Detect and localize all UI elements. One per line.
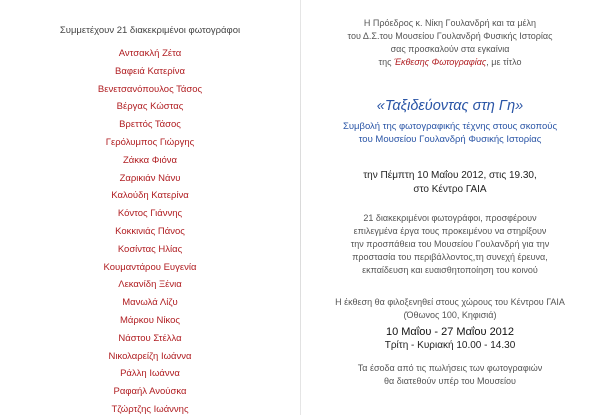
left-panel (0, 0, 300, 415)
photographer-name: Νικολαρείζη Ιωάννα (108, 350, 192, 362)
photographer-name: Ραφαήλ Ανούσκα (113, 386, 187, 398)
intro-line-4-post: , με τίτλο (486, 57, 522, 67)
photographer-name: Ζαρικιάν Νάνυ (119, 172, 181, 184)
photographer-name: Βέργας Κώστας (116, 101, 184, 113)
photographer-name: Κοκκινιάς Πάνος (115, 225, 185, 237)
proceeds-line-1: Τα έσοδα από τις πωλήσεις των φωτογραφιών (357, 363, 543, 373)
description-line-4: προστασία του περιβάλλοντος,τη συνεχή έρευνα, (352, 252, 548, 262)
photographer-name: Κουμαντάρου Ευγενία (103, 261, 197, 273)
photographer-name: Κοσίντας Ηλίας (117, 243, 183, 255)
participants-heading: Συμμετέχουν 21 διακεκριμένοι φωτογράφοι (59, 25, 241, 36)
subtitle-line-1: Συμβολή της φωτογραφικής τέχνης στους σκοπούς (342, 121, 558, 132)
exhibition-title: «Ταξιδεύοντας στη Γη» (376, 98, 524, 114)
photographer-name: Ζάκκα Φιόνα (122, 154, 178, 166)
photographers-list (0, 45, 300, 419)
intro-line-2: του Δ.Σ.του Μουσείου Γουλανδρή Φυσικής Ιστορίας (347, 31, 553, 41)
opening-hours: Τρίτη - Κυριακή 10.00 - 14.30 (384, 340, 516, 351)
intro-line-3: σας προσκαλούν στα εγκαίνια (390, 44, 510, 54)
venue-line-2: (Όθωνος 100, Κηφισιά) (403, 310, 497, 320)
description-line-5: εκπαίδευση και ευαισθητοποίηση του κοινού (362, 265, 538, 275)
photographer-name: Νάστου Στέλλα (118, 332, 182, 344)
photographer-name: Γερόλυμπος Γιώργης (105, 136, 195, 148)
description-line-1: 21 διακεκριμένοι φωτογράφοι, προσφέρουν (363, 213, 537, 223)
intro-line-1: Η Πρόεδρος κ. Νίκη Γουλανδρή και τα μέλη (363, 18, 537, 28)
intro-line-4-pre: της (378, 57, 394, 67)
proceeds-line-2: θα διατεθούν υπέρ του Μουσείου (384, 376, 516, 386)
photographer-name: Αντσακλή Ζέτα (118, 48, 182, 59)
exhibition-dates: 10 Μαΐου - 27 Μαΐου 2012 (385, 326, 515, 338)
photographer-name: Κόντος Γιάννης (117, 208, 183, 220)
photographer-name: Καλούδη Κατερίνα (111, 190, 189, 202)
photographer-name: Τζώρτζης Ιωάννης (111, 403, 189, 415)
photographer-name: Βενετσανόπουλος Τάσος (97, 83, 203, 95)
venue-line-1: Η έκθεση θα φιλοξενηθεί στους χώρους του Κέντρου ΓΑΙΑ (335, 297, 565, 307)
intro-line-4 (300, 57, 600, 68)
description-line-3: την προσπάθεια του Μουσείου Γουλανδρή για την (350, 239, 550, 249)
photographer-name: Μάρκου Νίκος (119, 314, 181, 326)
right-panel (300, 0, 600, 415)
photographer-name: Ράλλη Ιωάννα (120, 368, 180, 380)
photographer-name: Λεκανίδη Ξένια (118, 279, 182, 291)
opening-datetime: την Πέμπτη 10 Μαΐου 2012, στις 19.30, (363, 170, 537, 181)
photographer-name: Βαφειά Κατερίνα (115, 65, 185, 77)
description-line-2: επιλεγμένα έργα τους προκειμένου να στηρίξουν (353, 226, 547, 236)
opening-venue: στο Κέντρο ΓΑΙΑ (413, 184, 487, 195)
photographer-name: Μανωλά Λίζυ (122, 297, 178, 309)
exhibition-label: Έκθεσης Φωτογραφίας (393, 57, 487, 67)
photographer-name: Βρεττός Τάσος (119, 119, 181, 131)
subtitle-line-2: του Μουσείου Γουλανδρή Φυσικής Ιστορίας (358, 134, 542, 145)
